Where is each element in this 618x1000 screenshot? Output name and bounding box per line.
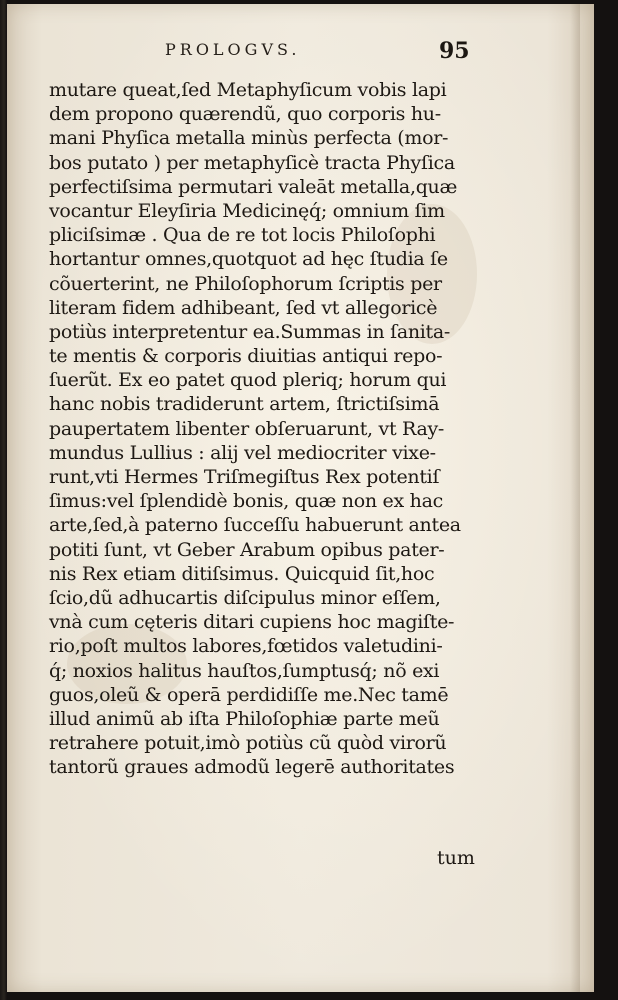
- text-line: mundus Lullius : alij vel mediocriter vixe-: [49, 441, 436, 464]
- text-line: mutare queat,ſed Metaphyſicum vobis lapi: [49, 79, 447, 101]
- text-line: potiùs interpretentur ea.Summas in ſanita-: [49, 320, 451, 343]
- running-head: PROLOGVS.: [165, 40, 301, 59]
- text-line: mani Phyſica metalla minùs perfecta (mor-: [49, 127, 449, 150]
- body-text: [49, 78, 529, 779]
- text-line: q́; noxios halitus hauſtos,ſumptusq́; nõ exi: [49, 659, 440, 682]
- text-line: nis Rex etiam ditiſsimus. Quicquid ſit,hoc: [49, 562, 435, 585]
- book-page: [7, 4, 594, 992]
- text-line: illud animũ ab iſta Philoſophiæ parte meũ: [49, 707, 440, 730]
- text-line: guos,oleũ & operā perdidiſſe me.Nec tamē: [49, 683, 449, 706]
- text-line: retrahere potuit,imò potiùs cũ quòd virorũ: [49, 732, 447, 755]
- text-line: vocantur Eleyſiria Medicinęq́; omnium ſim: [49, 199, 445, 222]
- text-line: tantorũ graues admodũ legerē authoritates: [49, 756, 455, 779]
- text-line: cõuerterint, ne Philoſophorum ſcriptis per: [49, 272, 442, 295]
- text-line: ſuerũt. Ex eo patet quod pleriq; horum qui: [49, 369, 447, 392]
- page-number: 95: [439, 38, 470, 64]
- text-line: hanc nobis tradiderunt artem, ſtrictiſsimā: [49, 393, 440, 416]
- text-line: te mentis & corporis diuitias antiqui repo-: [49, 345, 443, 368]
- text-line: hortantur omnes,quotquot ad hęc ſtudia ſe: [49, 248, 448, 271]
- text-line: pliciſsimæ . Qua de re tot locis Philoſophi: [49, 224, 436, 247]
- text-line: vnà cum cęteris ditari cupiens hoc magiſte-: [49, 611, 455, 634]
- text-line: perfectiſsima permutari valeāt metalla,quæ: [49, 175, 458, 198]
- text-line: literam fidem adhibeant, ſed vt allegoricè: [49, 296, 438, 319]
- text-line: dem propono quærendũ, quo corporis hu-: [49, 103, 441, 126]
- catchword: tum: [437, 847, 475, 869]
- text-line: arte,ſed,à paterno ſucceſſu habuerunt antea: [49, 514, 461, 537]
- text-line: paupertatem libenter obſeruarunt, vt Ray-: [49, 417, 445, 440]
- page-shadow-edge: [570, 4, 580, 992]
- text-line: ſimus:vel ſplendidè bonis, quæ non ex hac: [49, 490, 443, 513]
- text-line: rio,poſt multos labores,fœtidos valetudini-: [49, 635, 443, 658]
- text-line: runt,vti Hermes Triſmegiſtus Rex potentiſ: [49, 466, 440, 488]
- text-line: ſcio,dũ adhucartis diſcipulus minor eſſem,: [49, 586, 441, 609]
- text-line: potiti ſunt, vt Geber Arabum opibus pater-: [49, 538, 445, 561]
- text-line: bos putato ) per metaphyſicè tracta Phyſica: [49, 151, 455, 174]
